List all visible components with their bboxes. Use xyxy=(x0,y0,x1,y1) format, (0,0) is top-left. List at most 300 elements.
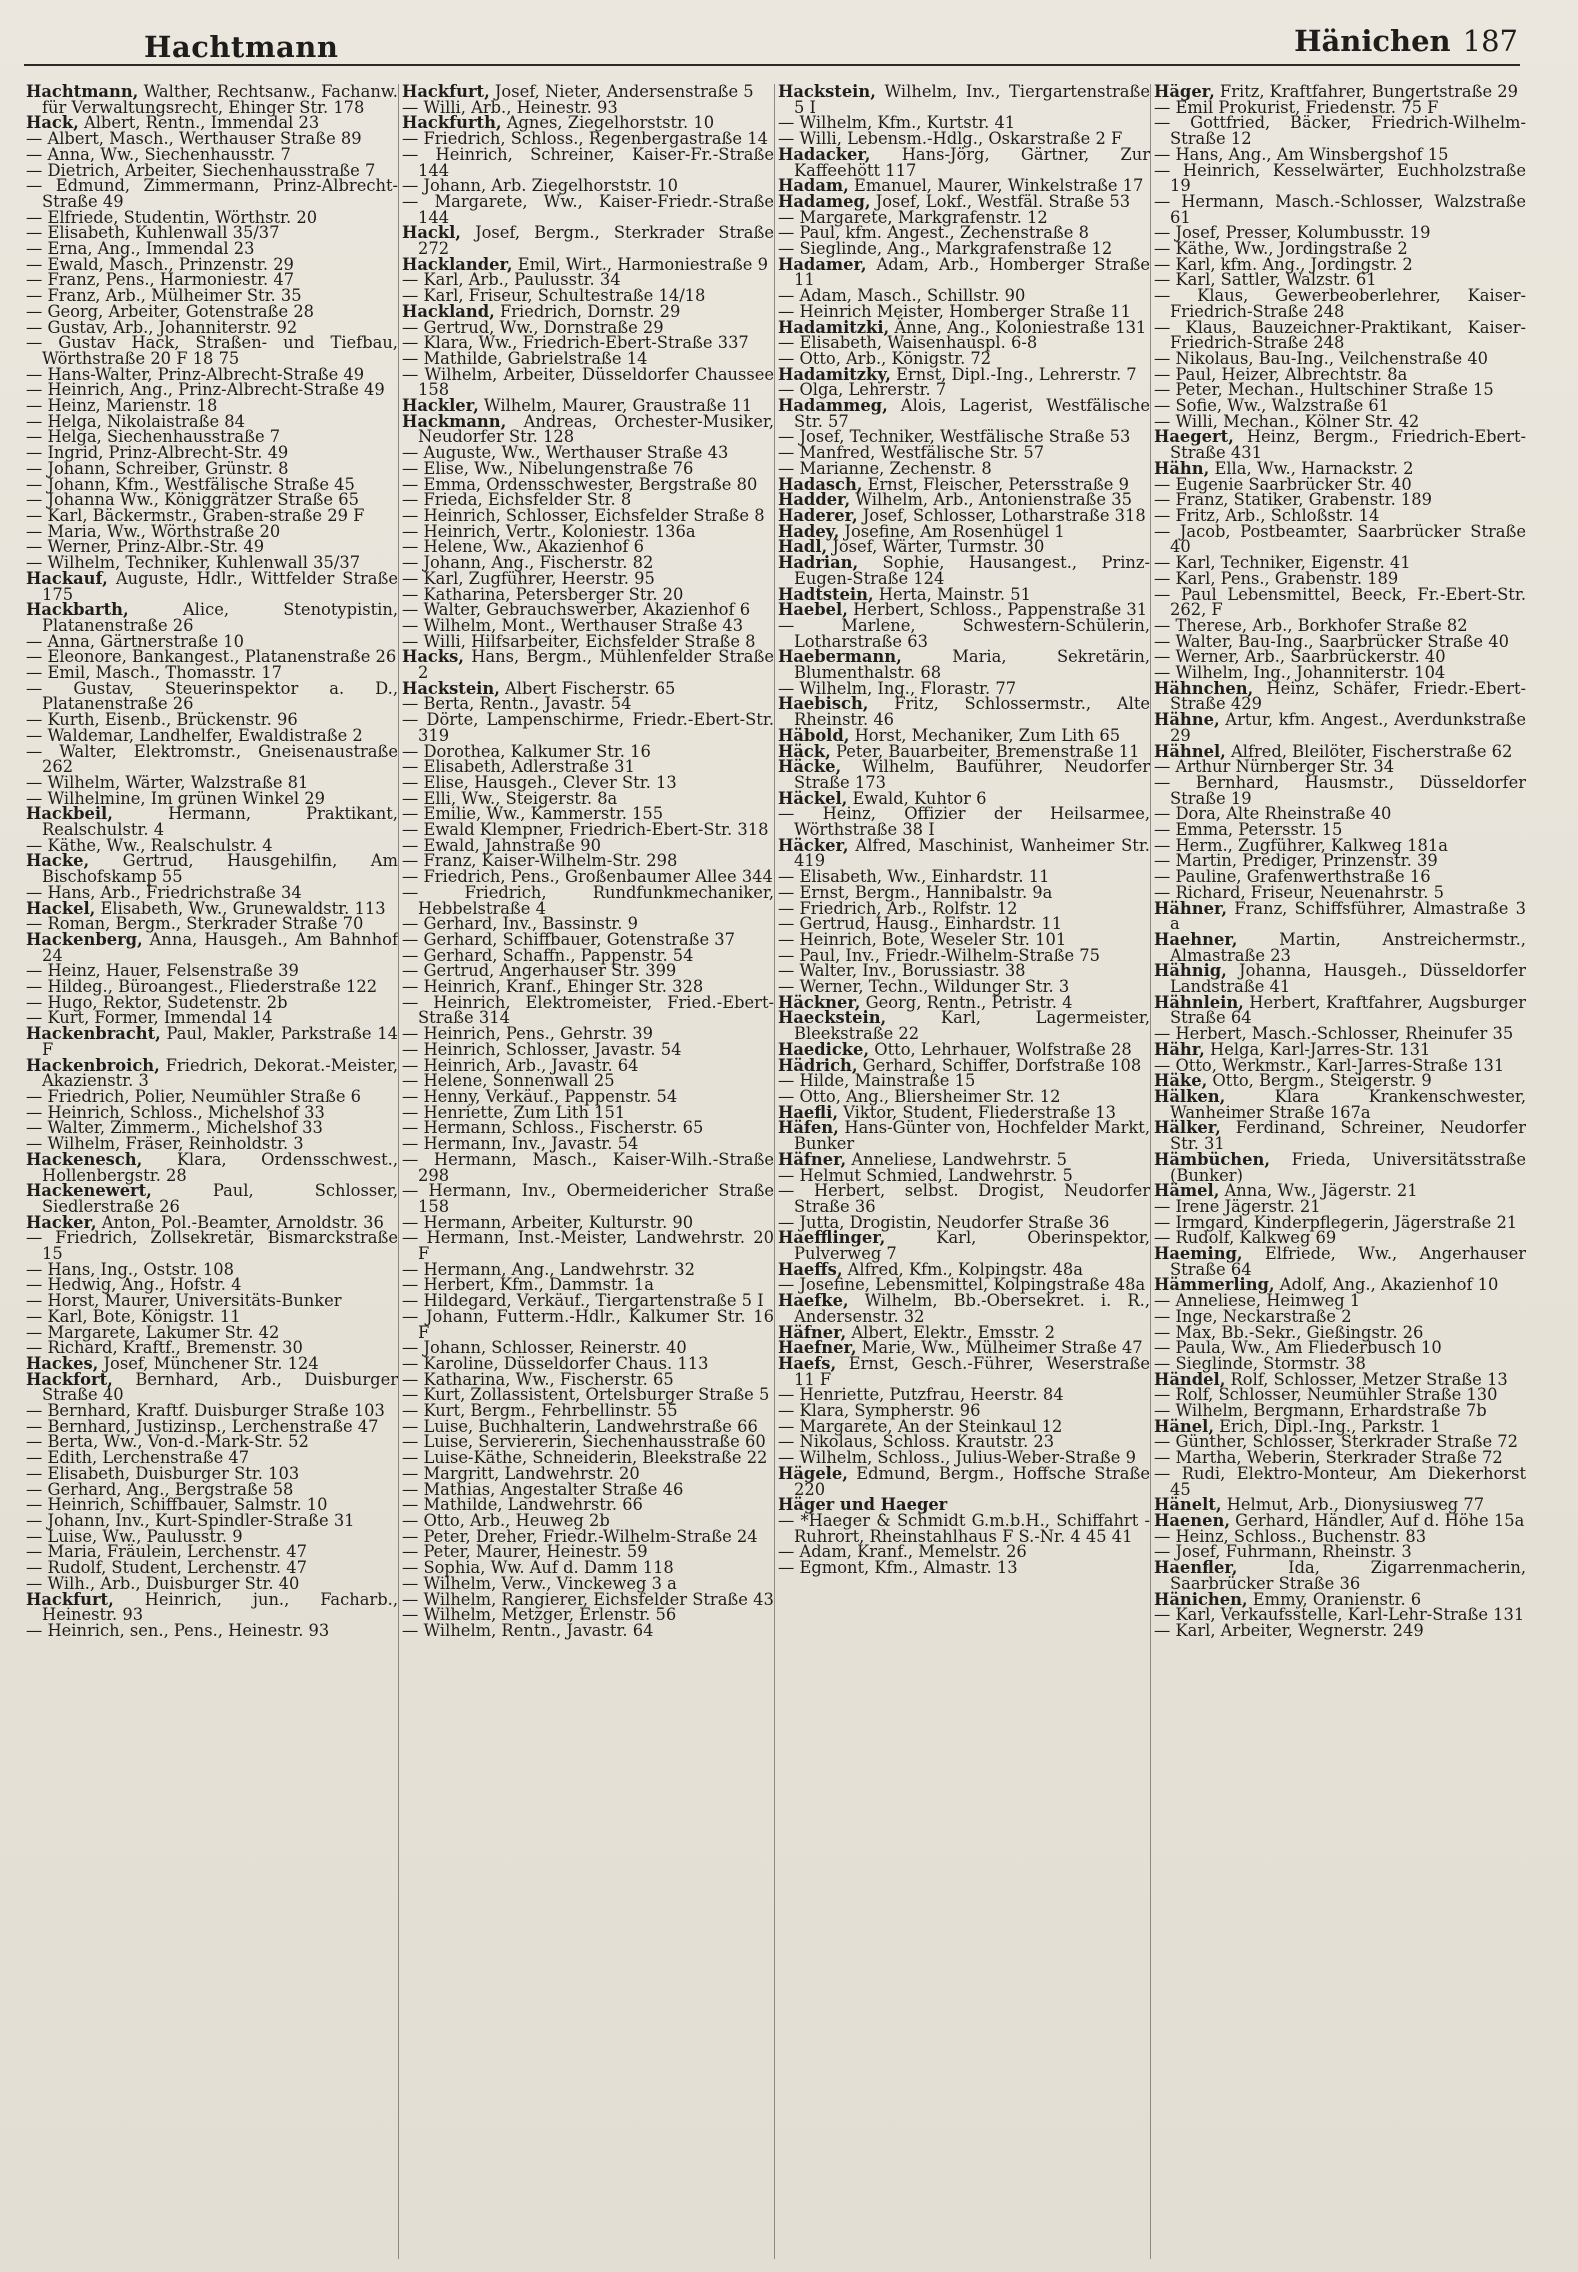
entry-details: — Josefine, Lebensmittel, Kolpingstraße 48a xyxy=(778,1275,1146,1295)
entry-details: Adolf, Ang., Akazienhof 10 xyxy=(1274,1275,1499,1295)
directory-entry xyxy=(1154,1463,1526,1499)
entry-details: Ernst, Dipl.-Ing., Lehrerstr. 7 xyxy=(890,364,1137,384)
entry-details: — Otto, Arb., Königstr. 72 xyxy=(778,348,992,368)
entry-details: Hans-Jörg, Gärtner, Zur Kaffeehött 117 xyxy=(794,144,1150,180)
entry-details: — Elise, Ww., Nibelungenstraße 76 xyxy=(402,458,694,478)
entry-details: Albert Fischerstr. 65 xyxy=(499,678,676,698)
entry-surname: Häger, xyxy=(1154,84,1215,101)
entry-details: — Olga, Lehrerstr. 7 xyxy=(778,380,947,400)
entry-surname: Hadamitzki, xyxy=(778,317,890,337)
entry-details: — Wilhelm, Kfm., Kurtstr. 41 xyxy=(778,113,1016,133)
entry-details: Herbert, Kraftfahrer, Augsburger Straße 64 xyxy=(1170,992,1526,1028)
entry-surname: Hackenesch, xyxy=(26,1149,143,1169)
directory-entry xyxy=(1154,1149,1526,1185)
entry-surname: Hänel, xyxy=(1154,1416,1214,1436)
entry-details: — Therese, Arb., Borkhofer Straße 82 xyxy=(1154,615,1468,635)
directory-entry xyxy=(778,1353,1150,1389)
entry-details: — Hermann, Inv., Javastr. 54 xyxy=(402,1134,639,1154)
directory-entry xyxy=(402,223,774,259)
entry-details: — Martha, Weberin, Sterkrader Straße 72 xyxy=(1154,1448,1503,1468)
entry-details: — Hans, Ing., Oststr. 108 xyxy=(26,1259,234,1279)
entry-details: Walther, Rechtsanw., Fachanw. für Verwaltungsrecht, Ehinger Str. 178 xyxy=(42,84,398,117)
directory-entry xyxy=(26,1055,398,1091)
entry-details: — Henriette, Zum Lith 151 xyxy=(402,1102,626,1122)
entry-details: — Klara, Sympherstr. 96 xyxy=(778,1401,981,1421)
entry-details: Otto, Bergm., Steigerstr. 9 xyxy=(1207,1071,1432,1091)
entry-details: — Katharina, Petersberger Str. 20 xyxy=(402,584,684,604)
entry-details: — Helene, Ww., Akazienhof 6 xyxy=(402,537,644,557)
entry-surname: Hackenbracht, xyxy=(26,1024,161,1044)
entry-surname: Hadam, xyxy=(778,176,849,196)
entry-details: — Rolf, Schlosser, Neumühler Straße 130 xyxy=(1154,1385,1498,1405)
directory-entry xyxy=(1154,929,1526,965)
entry-details: — Käthe, Ww., Jordingstraße 2 xyxy=(1154,239,1408,259)
entry-details: — Wilhelm, Techniker, Kuhlenwall 35/37 xyxy=(26,553,361,573)
directory-entry xyxy=(1154,113,1526,149)
directory-entry xyxy=(1154,317,1526,353)
entry-details: — Karl, Arbeiter, Wegnerstr. 249 xyxy=(1154,1620,1424,1640)
entry-details: — Adam, Kranf., Memelstr. 26 xyxy=(778,1542,1027,1562)
entry-details: — Frieda, Eichsfelder Str. 8 xyxy=(402,490,632,510)
entry-details: Alice, Stenotypistin, Platanenstraße 26 xyxy=(42,600,398,635)
entry-surname: Häcker, xyxy=(778,835,849,855)
entry-surname: Hadder, xyxy=(778,490,851,510)
entry-details: — Margritt, Landwehrstr. 20 xyxy=(402,1463,640,1483)
entry-details: — Margarete, Markgrafenstr. 12 xyxy=(778,207,1048,227)
entry-details: Ewald, Kuhtor 6 xyxy=(847,788,987,808)
entry-details: — Emma, Petersstr. 15 xyxy=(1154,820,1343,840)
entry-details: Edmund, Bergm., Hoffsche Straße 220 xyxy=(794,1463,1150,1499)
entry-details: — Herm., Zugführer, Kalkweg 181a xyxy=(1154,835,1448,855)
entry-details: — Wilhelm, Arbeiter, Düsseldorfer Chaussee 158 xyxy=(402,364,774,400)
entry-details: — Wilhelm, Bergmann, Erhardstraße 7b xyxy=(1154,1401,1487,1421)
entry-details: — Luise, Buchhalterin, Landwehrstraße 66 xyxy=(402,1416,758,1436)
entry-surname: Häfen, xyxy=(778,1118,839,1138)
entry-details: — Kurt, Zollassistent, Ortelsburger Straße 5 xyxy=(402,1385,770,1405)
entry-details: — Walter, Zimmerm., Michelshof 33 xyxy=(26,1118,323,1138)
entry-details: — Hermann, Inv., Obermeidericher Straße 158 xyxy=(402,1181,774,1216)
entry-details: — Heinrich, Pens., Gehrstr. 39 xyxy=(402,1024,654,1044)
entry-details: Anneliese, Landwehrstr. 5 xyxy=(846,1149,1068,1169)
entry-details: Ida, Zigarrenmacherin, Saarbrücker Straße 36 xyxy=(1170,1558,1526,1593)
entry-details: Erich, Dipl.-Ing., Parkstr. 1 xyxy=(1213,1416,1441,1436)
entry-details: — Georg, Arbeiter, Gotenstraße 28 xyxy=(26,301,315,321)
entry-details: — Friedrich, Arb., Rolfstr. 12 xyxy=(778,898,1018,918)
entry-details: Ernst, Gesch.-Führer, Weserstraße 11 F xyxy=(794,1353,1150,1389)
entry-surname: Haenen, xyxy=(1154,1510,1230,1530)
entry-details: — Ewald, Jahnstraße 90 xyxy=(402,835,601,855)
entry-details: — Friedrich, Polier, Neumühler Straße 6 xyxy=(26,1087,362,1106)
entry-details: — Gerhard, Inv., Bassinstr. 9 xyxy=(402,914,639,934)
entry-details: — Werner, Techn., Wildunger Str. 3 xyxy=(778,977,1070,997)
directory-entry xyxy=(26,1620,398,1640)
entry-details: — Werner, Prinz-Albr.-Str. 49 xyxy=(26,537,265,557)
entry-surname: Hadameg, xyxy=(778,191,871,211)
directory-entry xyxy=(1154,427,1526,463)
entry-details: Wilhelm, Inv., Tiergartenstraße 5 I xyxy=(794,84,1150,117)
entry-details: Josefine, Am Rosenhügel 1 xyxy=(839,521,1065,541)
entry-details: — Ernst, Bergm., Hannibalstr. 9a xyxy=(778,882,1053,902)
entry-details: — Kurt, Former, Immendal 14 xyxy=(26,1008,273,1028)
entry-details: — Heinrich, Kranf., Ehinger Str. 328 xyxy=(402,977,704,997)
entry-details: — Berta, Ww., Von-d.-Mark-Str. 52 xyxy=(26,1432,309,1452)
entry-details: Rolf, Schlosser, Metzer Straße 13 xyxy=(1225,1369,1508,1389)
entry-details: — Egmont, Kfm., Almastr. 13 xyxy=(778,1558,1018,1578)
directory-entry xyxy=(778,759,1150,790)
directory-entry xyxy=(402,364,774,400)
header-right xyxy=(1294,24,1518,58)
entry-details: Heinz, Bergm., Friedrich-Ebert-Straße 431 xyxy=(1170,427,1526,463)
entry-details: — Anneliese, Heimweg 1 xyxy=(1154,1291,1361,1311)
directory-entry xyxy=(778,804,1150,840)
entry-details: — Irmgard, Kinderpflegerin, Jägerstraße 21 xyxy=(1154,1212,1518,1232)
page-number: 187 xyxy=(1462,24,1518,58)
entry-details: — Walter, Inv., Borussiastr. 38 xyxy=(778,961,1026,981)
entry-surname: Haefli, xyxy=(778,1102,838,1122)
entry-details: — Johann, Ang., Fischerstr. 82 xyxy=(402,553,654,573)
entry-surname: Haefke, xyxy=(778,1291,849,1311)
entry-surname: Hacker, xyxy=(26,1212,97,1232)
entry-details: Klara Krankenschwester, Wanheimer Straße 167a xyxy=(1170,1087,1526,1122)
entry-details: — Johanna Ww., Königgrätzer Straße 65 xyxy=(26,490,359,510)
entry-details: — Johann, Futterm.-Hdlr., Kalkumer Str. 16 F xyxy=(402,1306,774,1342)
entry-details: Sophie, Hausangest., Prinz-Eugen-Straße 124 xyxy=(794,553,1150,588)
entry-details: — Elisabeth, Adlerstraße 31 xyxy=(402,757,635,777)
entry-surname: Hackfurth, xyxy=(402,113,502,133)
column-divider xyxy=(1150,84,1151,2259)
entry-surname: Hadey, xyxy=(778,521,840,541)
entry-surname: Häfner, xyxy=(778,1149,847,1169)
entry-details: — Erna, Ang., Immendal 23 xyxy=(26,239,255,259)
entry-details: — Paula, Ww., Am Fliederbusch 10 xyxy=(1154,1338,1442,1358)
entry-details: — Heinz, Marienstr. 18 xyxy=(26,396,218,416)
directory-entry xyxy=(1154,521,1526,557)
directory-entry xyxy=(26,1589,398,1625)
entry-details: — Manfred, Westfälische Str. 57 xyxy=(778,443,1045,463)
directory-entry xyxy=(778,1293,1150,1324)
entry-details: — Kurth, Eisenb., Brückenstr. 96 xyxy=(26,710,298,730)
entry-details: — Emil, Masch., Thomasstr. 17 xyxy=(26,663,283,683)
entry-details: — Otto, Werkmstr., Karl-Jarres-Straße 131 xyxy=(1154,1055,1505,1075)
entry-details: — Luise, Ww., Paulusstr. 9 xyxy=(26,1526,243,1546)
entry-details: Agnes, Ziegelhorststr. 10 xyxy=(501,113,715,133)
entry-details: Frieda, Universitätsstraße (Bunker) xyxy=(1170,1149,1526,1185)
entry-details: Alfred, Maschinist, Wanheimer Str. 419 xyxy=(794,835,1150,871)
entry-details: — Anna, Ww., Siechenhausstr. 7 xyxy=(26,144,291,164)
directory-entry xyxy=(778,144,1150,180)
entry-details: — Hermann, Masch., Kaiser-Wilh.-Straße 298 xyxy=(402,1149,774,1185)
directory-entry xyxy=(26,1369,398,1405)
entry-details: Fritz, Kraftfahrer, Bungertstraße 29 xyxy=(1214,84,1518,101)
entry-details: — Karl, Arb., Paulusstr. 34 xyxy=(402,270,621,290)
entry-details: — Karl, Bäckermstr., Graben-straße 29 F xyxy=(26,505,365,525)
entry-surname: Häfner, xyxy=(778,1322,847,1342)
entry-details: Friedrich, Dekorat.-Meister, Akazienstr. 3 xyxy=(42,1055,398,1091)
entry-details: — Peter, Maurer, Heinestr. 59 xyxy=(402,1542,648,1562)
directory-entry xyxy=(26,741,398,777)
entry-surname: Hackbeil, xyxy=(26,804,113,824)
entry-details: Emil, Wirt., Harmoniestraße 9 xyxy=(512,254,768,274)
entry-details: — Karl, Pens., Grabenstr. 189 xyxy=(1154,568,1399,588)
entry-surname: Hädrich, xyxy=(778,1055,858,1075)
entry-details: Heinrich, jun., Facharb., Heinestr. 93 xyxy=(42,1589,398,1625)
entry-details: — Waldemar, Landhelfer, Ewaldistraße 2 xyxy=(26,725,363,745)
directory-entry xyxy=(1154,288,1526,319)
entry-surname: Haeming, xyxy=(1154,1244,1243,1264)
entry-surname: Hadasch, xyxy=(778,474,863,494)
entry-details: — Emil Prokurist, Friedenstr. 75 F xyxy=(1154,97,1439,117)
entry-details: Wilhelm, Bauführer, Neudorfer Straße 173 xyxy=(794,757,1150,792)
entry-surname: Hackenewert, xyxy=(26,1181,152,1201)
entry-details: — Sofie, Ww., Walzstraße 61 xyxy=(1154,396,1390,416)
directory-entry xyxy=(402,992,774,1028)
entry-details: Horst, Mechaniker, Zum Lith 65 xyxy=(849,725,1121,745)
directory-entry xyxy=(778,1183,1150,1214)
directory-entry xyxy=(402,1306,774,1342)
entry-details: Elfriede, Ww., Angerhauser Straße 64 xyxy=(1170,1244,1526,1279)
entry-details: — Gertrud, Hausg., Einhardstr. 11 xyxy=(778,914,1063,934)
entry-details: Karl, Lagermeister, Bleekstraße 22 xyxy=(794,1008,1150,1044)
entry-surname: Hälken, xyxy=(1154,1087,1226,1106)
entry-details: — Peter, Mechan., Hultschiner Straße 15 xyxy=(1154,380,1494,400)
entry-surname: Hähr, xyxy=(1154,1039,1205,1059)
entry-surname: Hackler, xyxy=(402,396,479,416)
entry-details: — Willi, Hilfsarbeiter, Eichsfelder Straße 8 xyxy=(402,631,756,651)
entry-details: — Emilie, Ww., Kammerstr. 155 xyxy=(402,804,664,824)
entry-details: Josef, Münchener Str. 124 xyxy=(98,1353,319,1373)
entry-details: — Friedrich, Schloss., Regenbergastraße 14 xyxy=(402,129,768,149)
entry-details: — Paul, kfm. Angest., Zechenstraße 8 xyxy=(778,223,1089,243)
entry-details: — Helene, Sonnenwall 25 xyxy=(402,1071,615,1091)
entry-surname: Hämbüchen, xyxy=(1154,1149,1270,1169)
entry-details: — Wilhelm, Ing., Johanniterstr. 104 xyxy=(1154,663,1446,683)
directory-entry xyxy=(26,178,398,209)
entry-surname: Häckner, xyxy=(778,992,861,1012)
entry-details: — Hugo, Rektor, Sudetenstr. 2b xyxy=(26,992,288,1012)
entry-details: — Nikolaus, Bau-Ing., Veilchenstraße 40 xyxy=(1154,348,1489,368)
entry-details: — Mathilde, Landwehrstr. 66 xyxy=(402,1495,643,1515)
entry-surname: Hälker, xyxy=(1154,1118,1221,1138)
entry-details: — Elfriede, Studentin, Wörthstr. 20 xyxy=(26,207,318,227)
entry-details: Auguste, Hdlr., Wittfelder Straße 175 xyxy=(42,568,398,604)
entry-details: — Eleonore, Bankangest., Platanenstraße 26 xyxy=(26,647,397,667)
entry-details: — Wilhelm, Fräser, Reinholdstr. 3 xyxy=(26,1134,304,1154)
column-3 xyxy=(778,84,1150,2259)
directory-entry xyxy=(26,602,398,633)
directory-entry xyxy=(1154,712,1526,743)
entry-details: — Wilhelm, Rentn., Javastr. 64 xyxy=(402,1620,654,1640)
entry-details: Herta, Mainstr. 51 xyxy=(873,584,1031,604)
entry-surname: Hähnchen, xyxy=(1154,678,1254,698)
entry-surname: Hadamitzky, xyxy=(778,364,891,384)
directory-entry xyxy=(26,568,398,604)
entry-surname: Hackes, xyxy=(26,1353,99,1373)
entry-details: — Auguste, Ww., Werthauser Straße 43 xyxy=(402,443,729,463)
directory-entry xyxy=(778,398,1150,429)
entry-details: Gerhard, Schiffer, Dorfstraße 108 xyxy=(857,1055,1142,1075)
entry-details: Anton, Pol.-Beamter, Arnoldstr. 36 xyxy=(96,1212,384,1232)
directory-entry xyxy=(778,1560,1150,1576)
entry-details: — Wilhelm, Ing., Florastr. 77 xyxy=(778,678,1017,698)
entry-details: — Friedrich, Zollsekretär, Bismarckstraße 15 xyxy=(26,1228,398,1264)
entry-details: — Walter, Gebrauchswerber, Akazienhof 6 xyxy=(402,600,751,620)
entry-details: — Gustav, Arb., Johanniterstr. 92 xyxy=(26,317,298,337)
entry-details: — Hans-Walter, Prinz-Albrecht-Straße 49 xyxy=(26,364,365,384)
column-1 xyxy=(26,84,398,2259)
entry-details: Helmut, Arb., Dionysiusweg 77 xyxy=(1221,1495,1485,1515)
entry-details: — Katharina, Ww., Fischerstr. 65 xyxy=(402,1369,674,1389)
entry-details: Josef, Nieter, Andersenstraße 5 xyxy=(489,84,754,101)
entry-details: — Karl, Verkaufsstelle, Karl-Lehr-Straße 131 xyxy=(1154,1605,1525,1625)
entry-surname: Hackel, xyxy=(26,898,96,918)
column-divider xyxy=(398,84,399,2259)
directory-entry xyxy=(778,1118,1150,1154)
entry-details: — Johann, Schlosser, Reinerstr. 40 xyxy=(402,1338,687,1358)
directory-entry xyxy=(1154,1620,1526,1640)
entry-details: — Johann, Inv., Kurt-Spindler-Straße 31 xyxy=(26,1510,355,1530)
entry-details: — Wilhelm, Schloss., Julius-Weber-Straße 9 xyxy=(778,1448,1136,1468)
entry-details: — Maria, Fräulein, Lerchenstr. 47 xyxy=(26,1542,307,1562)
entry-details: Ferdinand, Schreiner, Neudorfer Str. 31 xyxy=(1170,1118,1526,1154)
entry-surname: Hänelt, xyxy=(1154,1495,1222,1515)
entry-details: — Wilhelm, Wärter, Walzstraße 81 xyxy=(26,772,309,792)
entry-details: Herbert, Schloss., Pappenstraße 31 xyxy=(847,600,1148,620)
entry-details: Anna, Hausgeh., Am Bahnhof 24 xyxy=(42,929,398,965)
entry-details: Albert, Rentn., Immendal 23 xyxy=(78,113,320,133)
entry-details: — Luise-Käthe, Schneiderin, Bleekstraße 22 xyxy=(402,1448,768,1468)
directory-entry xyxy=(1154,1560,1526,1591)
entry-details: Maria, Sekretärin, Blumenthalstr. 68 xyxy=(794,647,1150,683)
entry-details: — Albert, Masch., Werthauser Straße 89 xyxy=(26,129,362,149)
entry-details: — Heinz, Hauer, Felsenstraße 39 xyxy=(26,961,299,981)
entry-details: — Mathilde, Gabrielstraße 14 xyxy=(402,348,648,368)
entry-details: — Luise, Serviererin, Siechenhausstraße 60 xyxy=(402,1432,766,1452)
entry-surname: Haefs, xyxy=(778,1353,837,1373)
directory-entry xyxy=(1154,772,1526,808)
entry-details: — Paul, Inv., Friedr.-Wilhelm-Straße 75 xyxy=(778,945,1100,965)
entry-details: — Henriette, Putzfrau, Heerstr. 84 xyxy=(778,1385,1064,1405)
header-rule xyxy=(24,64,1520,66)
entry-surname: Haebel, xyxy=(778,600,848,620)
entry-surname: Hackfort, xyxy=(26,1369,113,1389)
entry-surname: Häcke, xyxy=(778,757,842,777)
directory-entry xyxy=(402,411,774,447)
entry-details: — Wilhelm, Rangierer, Eichsfelder Straße 43 xyxy=(402,1589,774,1609)
entry-details: — Richard, Friseur, Neuenahrstr. 5 xyxy=(1154,882,1444,902)
entry-details: Gertrud, Hausgehilfin, Am Bischofskamp 55 xyxy=(42,851,398,887)
entry-details: Ernst, Fleischer, Petersstraße 9 xyxy=(862,474,1129,494)
directory-entry xyxy=(26,335,398,366)
entry-details: Anna, Ww., Jägerstr. 21 xyxy=(1219,1181,1418,1201)
entry-details: — Heinrich, sen., Pens., Heinestr. 93 xyxy=(26,1620,330,1640)
entry-details: — Heinrich, Vertr., Koloniestr. 136a xyxy=(402,521,696,541)
entry-surname: Hackfurt, xyxy=(402,84,490,101)
directory-entry xyxy=(26,678,398,714)
entry-details: Josef, Schlosser, Lotharstraße 318 xyxy=(857,505,1146,525)
entry-surname: Hackland, xyxy=(402,301,495,321)
entry-details: — Elisabeth, Waisenhauspl. 6-8 xyxy=(778,333,1038,353)
entry-details: — Heinrich, Elektromeister, Fried.-Ebert-Straße 314 xyxy=(402,992,774,1028)
entry-surname: Hackfurt, xyxy=(26,1589,114,1609)
entry-details: — Richard, Kraftf., Bremenstr. 30 xyxy=(26,1338,303,1358)
entry-surname: Hähnel, xyxy=(1154,741,1226,761)
entry-details: — Wilhelm, Metzger, Erlenstr. 56 xyxy=(402,1605,677,1625)
directory-entry xyxy=(402,1228,774,1264)
entry-details: — Marianne, Zechenstr. 8 xyxy=(778,458,992,478)
directory-entry xyxy=(1154,1118,1526,1154)
entry-details: — Margarete, Ww., Kaiser-Friedr.-Straße 144 xyxy=(402,191,774,227)
entry-details: — Hildeg., Büroangest., Fliederstraße 122 xyxy=(26,977,378,997)
directory-entry xyxy=(1154,160,1526,196)
entry-surname: Hadl, xyxy=(778,537,828,557)
entry-surname: Hackmann, xyxy=(402,411,507,431)
entry-surname: Hähnig, xyxy=(1154,961,1227,981)
entry-details: — Friedrich, Rundfunkmechaniker, Hebbelstraße 4 xyxy=(402,882,774,918)
entry-surname: Hackstein, xyxy=(778,84,876,101)
entry-details: Paul, Schlosser, Siedlerstraße 26 xyxy=(42,1181,398,1216)
entry-details: — Heinrich, Arb., Javastr. 64 xyxy=(402,1055,639,1075)
entry-details: — Heinrich Meister, Homberger Straße 11 xyxy=(778,301,1132,321)
directory-entry xyxy=(1154,191,1526,227)
directory-entry xyxy=(778,1228,1150,1264)
entry-details: — Horst, Maurer, Universitäts-Bunker xyxy=(26,1291,342,1311)
directory-entry xyxy=(1154,1246,1526,1277)
entry-details: — Wilh., Arb., Duisburger Str. 40 xyxy=(26,1573,300,1593)
entry-details: Hans, Bergm., Mühlenfelder Straße 2 xyxy=(418,647,774,683)
entry-details: — Inge, Neckarstraße 2 xyxy=(1154,1306,1352,1326)
entry-details: — Heinz, Schloss., Buchenstr. 83 xyxy=(1154,1526,1427,1546)
entry-details: — Hildegard, Verkäuf., Tiergartenstraße 5 I xyxy=(402,1291,764,1311)
entry-details: — Herbert, selbst. Drogist, Neudorfer Straße 36 xyxy=(778,1181,1150,1216)
entry-details: Hermann, Praktikant, Realschulstr. 4 xyxy=(42,804,398,840)
entry-surname: Haehner, xyxy=(1154,929,1238,949)
entry-details: Viktor, Student, Fliederstraße 13 xyxy=(837,1102,1116,1122)
entry-details: Otto, Lehrhauer, Wolfstraße 28 xyxy=(869,1039,1132,1059)
entry-details: — Heinz, Offizier der Heilsarmee, Wörthstraße 38 I xyxy=(778,804,1150,840)
entry-details: Andreas, Orchester-Musiker, Neudorfer Str. 128 xyxy=(418,411,774,447)
entry-details: — Emma, Ordensschwester, Bergstraße 80 xyxy=(402,474,758,494)
entry-details: — Willi, Mechan., Kölner Str. 42 xyxy=(1154,411,1420,431)
directory-entry xyxy=(778,1008,1150,1044)
entry-details: — Klara, Ww., Friedrich-Ebert-Straße 337 xyxy=(402,333,749,353)
header-left-title: Hachtmann xyxy=(144,30,339,64)
entry-details: — Karl, Bote, Königstr. 11 xyxy=(26,1306,241,1326)
entry-details: — Gertrud, Ww., Dornstraße 29 xyxy=(402,317,664,337)
directory-entry xyxy=(402,144,774,180)
entry-details: — Heinrich, Kesselwärter, Euchholzstraße 19 xyxy=(1154,160,1526,196)
entry-details: — Werner, Arb., Saarbrückerstr. 40 xyxy=(1154,647,1446,667)
entry-details: — *Haeger & Schmidt G.m.b.H., Schiffahrt - Ruhrort, Rheinstahlhaus F S.-Nr. 4 45 41 xyxy=(778,1510,1150,1546)
entry-details: — Wilhelm, Mont., Werthauser Straße 43 xyxy=(402,615,744,635)
entry-details: — Johann, Kfm., Westfälische Straße 45 xyxy=(26,474,355,494)
entry-details: — Ewald Klempner, Friedrich-Ebert-Str. 318 xyxy=(402,820,769,840)
entry-details: — Irene Jägerstr. 21 xyxy=(1154,1196,1321,1216)
entry-details: — Pauline, Grafenwerthstraße 16 xyxy=(1154,867,1431,887)
entry-details: — Johann, Arb. Ziegelhorststr. 10 xyxy=(402,176,678,196)
entry-details: — Käthe, Ww., Realschulstr. 4 xyxy=(26,835,273,855)
entry-details: — Margarete, An der Steinkaul 12 xyxy=(778,1416,1063,1436)
entry-details: Emanuel, Maurer, Winkelstraße 17 xyxy=(848,176,1144,196)
entry-details: — Josef, Fuhrmann, Rheinstr. 3 xyxy=(1154,1542,1412,1562)
entry-details: — Mathias, Angestalter Straße 46 xyxy=(402,1479,684,1499)
directory-entry xyxy=(1154,1089,1526,1120)
entry-details: — Fritz, Arb., Schloßstr. 14 xyxy=(1154,505,1380,525)
entry-details: — Hermann, Masch.-Schlosser, Walzstraße 61 xyxy=(1154,191,1526,227)
entry-details: — Dietrich, Arbeiter, Siechenhausstraße 7 xyxy=(26,160,376,180)
entry-details: — Edith, Lerchenstraße 47 xyxy=(26,1448,250,1468)
entry-surname: Häger und Haeger xyxy=(778,1495,948,1515)
entry-details: — Gerhard, Ang., Bergstraße 58 xyxy=(26,1479,294,1499)
